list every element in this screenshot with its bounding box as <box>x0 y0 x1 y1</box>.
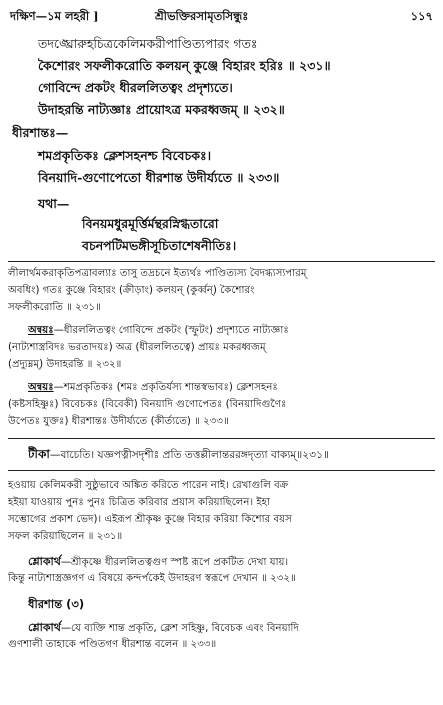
section-divider <box>8 470 435 471</box>
translation-line: সফল করিয়াছিলেন ॥ ২৩১॥ <box>8 531 123 542</box>
book-title: শ্রীভক্তিরসামৃতসিন্ধুঃ <box>155 9 249 23</box>
translation-line: শ্লোকার্থ—শ্রীকৃষ্ণে ধীরললিতত্বগুণ স্পষ্ট রূপে প্রকটিত দেখা যায়। <box>28 555 289 568</box>
tika-line: টীকা—বাচেতি। যজ্ঞপত্নীসদৃশীঃ প্রতি তত্তল্লীলান্তররঙ্গদৃত্যা বাক্যম্॥২৩১॥ <box>28 447 329 461</box>
translation-line: সম্ভোগের প্রকাশ ভেদ)। এইরূপ শ্রীকৃষ্ণ কুঞ্জে বিহার করিয়া কিশোর বয়স <box>8 514 292 525</box>
commentary-line: অন্বয়ঃ—শমপ্রকৃতিকঃ (শমঃ প্রকৃতির্যস্য শান্তস্বভাবঃ) ক্লেশসহনঃ <box>28 382 278 393</box>
verse-line: কৈশোরং সফলীকরোতি কলয়ন্ কুঞ্জে বিহারং হরিঃ ॥ ২৩১॥ <box>38 58 331 73</box>
chapter-label: দক্ষিণ—১ম লহরী ] <box>10 9 99 23</box>
section-divider <box>8 261 435 262</box>
translation-line: কিন্তু নাট্যশাস্ত্রজ্ঞগণ এ বিষয়ে কন্দর্পকেই উদাহরণ স্বরূপে দেখান ॥ ২৩২॥ <box>8 573 296 584</box>
translation-line: গুণশালী তাহাকে পণ্ডিতগণ ধীরশান্ত বলেন ॥ ২৩৩॥ <box>8 639 217 650</box>
verse-heading: যথা— <box>38 196 70 211</box>
verse-line: বিনয়মধুরমূর্ত্তির্মন্থরস্নিগ্ধতারো <box>82 216 219 231</box>
section-divider <box>8 438 435 439</box>
commentary-line: (নাট্যশাস্ত্রবিদঃ ভরতাদয়ঃ) অত্র (ধীরললিতত্বে) প্রায়ঃ মকরধ্বজম্ <box>8 342 266 353</box>
sloka-label: শ্লোকার্থ <box>28 555 61 568</box>
verse-line: বচনপটিমভঙ্গীসূচিতাশেষনীতিঃ। <box>82 238 237 253</box>
verse-heading: ধীরশান্তঃ— <box>12 125 69 140</box>
translation-line: শ্লোকার্থ—যে ব্যক্তি শান্ত প্রকৃতি, ক্লেশ সহিষ্ণু, বিবেচক এবং বিনয়াদি <box>28 621 299 634</box>
anvaya-label: অন্বয়ঃ <box>28 325 54 336</box>
commentary-line: (প্রদ্যুম্নম্) উদাহরন্তি ॥ ২৩২॥ <box>8 359 122 370</box>
commentary-line: অবধিং) গতঃ কুঞ্জে বিহারং (ক্রীড়াং) কলয়ন্ (কুর্ব্বন্) কৈশোরং <box>8 285 255 296</box>
verse-line: গোবিন্দে প্রকটং ধীরললিতত্বং প্রদৃশ্যতে। <box>38 80 233 95</box>
verse-line: তদঙ্ঘ্রোরুহচিত্রকেলিমকরীপাণ্ডিত্যপারং গতঃ <box>38 36 258 51</box>
tika-label: টীকা <box>28 447 50 461</box>
commentary-line: (কষ্টসহিষ্ণুঃ) বিবেচকঃ (বিবেকী) বিনয়াদি গুণোপেতঃ (বিনয়াদিগুণৈঃ <box>8 399 287 410</box>
verse-line: বিনয়াদি-গুণোপেতো ধীরশান্ত উদীর্য্যতে ॥ ২৩৩॥ <box>38 170 280 185</box>
page-number: ১১৭ <box>410 9 433 23</box>
commentary-line: সফলীকরোতি ॥ ২৩১॥ <box>8 302 101 313</box>
anvaya-label: অন্বয়ঃ <box>28 382 54 393</box>
dhira-shanta-heading: ধীরশান্ত (৩) <box>28 597 85 611</box>
running-header <box>10 8 433 26</box>
verse-line: উদাহরন্তি নাট্যজ্ঞাঃ প্রায়োঽত্র মকরধ্বজম্ ॥ ২৩২॥ <box>38 102 285 117</box>
commentary-line: লীলার্থমকরাকৃতিপত্রাবল্যাঃ তাসু তদ্রচনে ইত্যর্থঃ পাণ্ডিত্যস্য বৈদগ্ধ্যস্যপারম্ <box>8 268 307 279</box>
commentary-line: অন্বয়ঃ—ধীরললিতত্বং গোবিন্দে প্রকটং (স্ফুটং) প্রদৃশ্যতে নাট্যজ্ঞাঃ <box>28 325 289 336</box>
translation-line: হইয়া যাওয়ায় পুনঃ পুনঃ চিত্রিত করিবার প্রয়াস করিয়াছিলেন। ইহা <box>8 497 270 508</box>
commentary-line: উপেতঃ যুক্তঃ) ধীরশান্তঃ উদীর্য্যতে (কীর্ত্যতে) ॥ ২৩৩॥ <box>8 416 229 427</box>
translation-line: হওয়ায় কেলিমকরী সুষ্ঠুভাবে অঙ্কিত করিতে পারেন নাই। রেখাগুলি বক্র <box>8 480 289 491</box>
verse-line: শমপ্রকৃতিকঃ ক্লেশসহনশ্চ বিবেচকঃ। <box>38 148 212 163</box>
sloka-label: শ্লোকার্থ <box>28 621 61 634</box>
